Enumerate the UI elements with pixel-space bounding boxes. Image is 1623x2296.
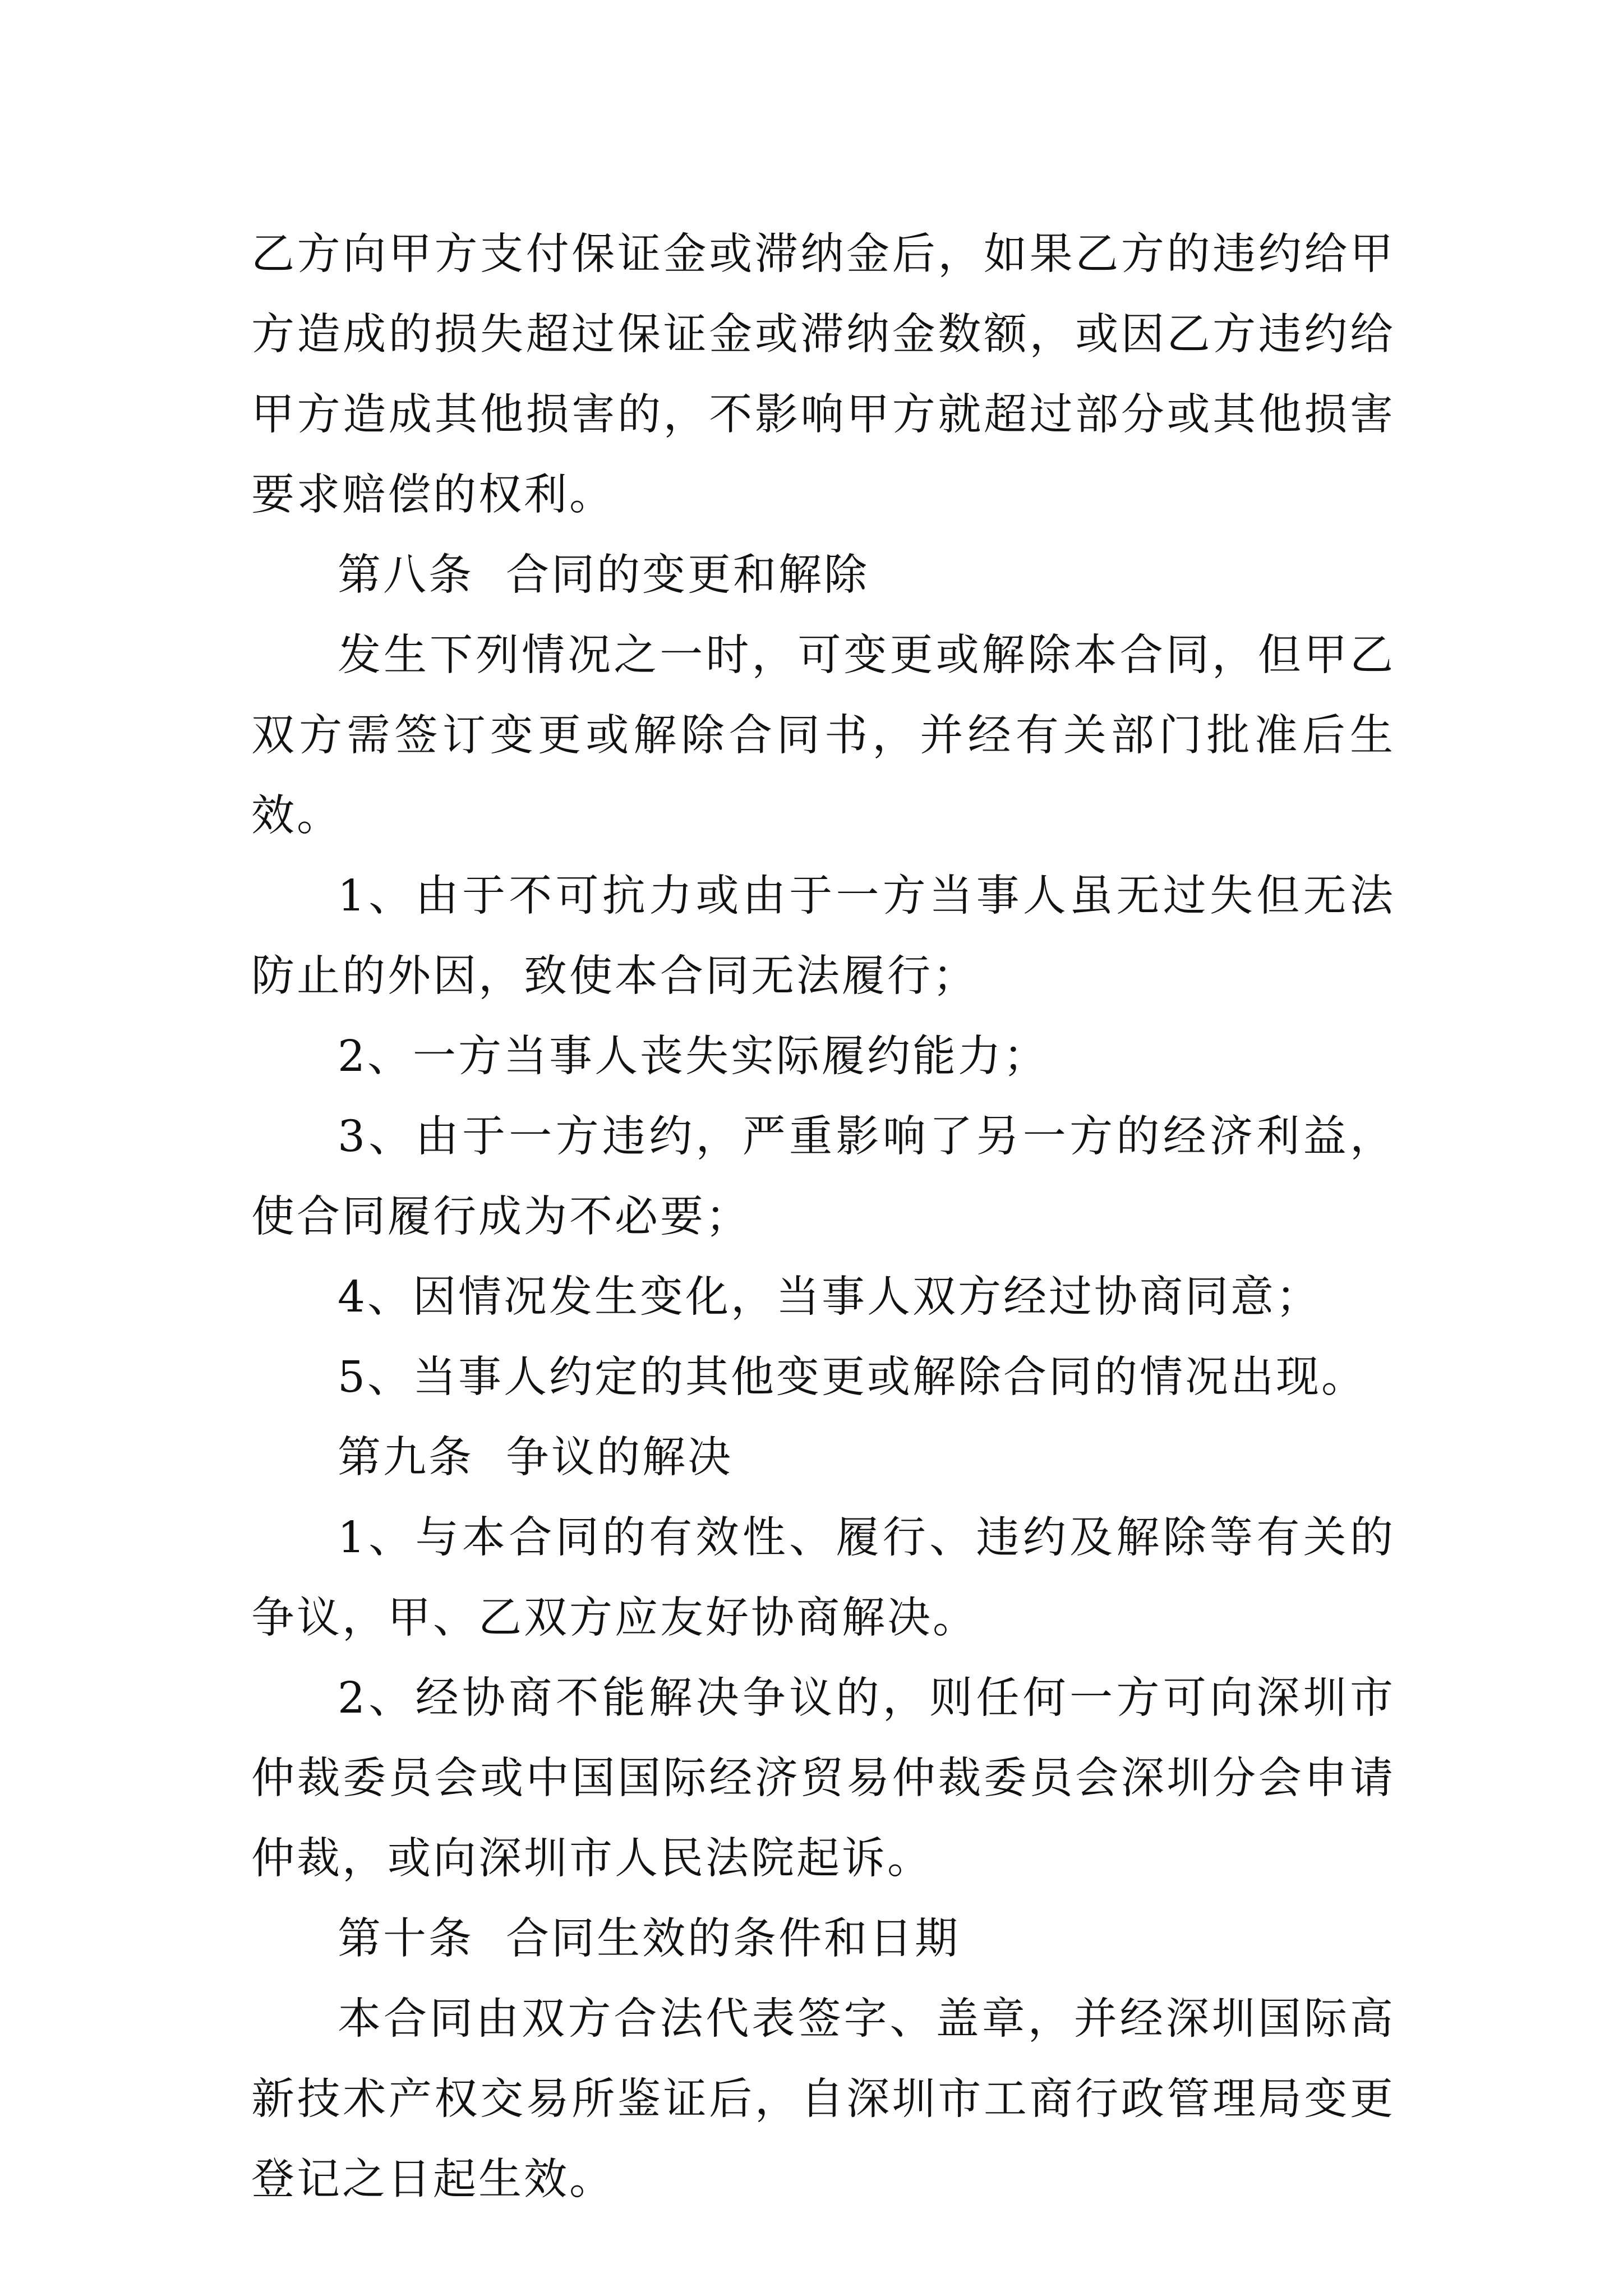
article-8-heading: 第八条 合同的变更和解除 <box>338 550 869 600</box>
article-10-heading: 第十条 合同生效的条件和日期 <box>338 1914 960 1964</box>
paragraph-modification-conditions: 发生下列情况之一时，可变更或解除本合同，但甲乙双方需签订变更或解除合同书，并经有关部门批准后生效。 <box>251 631 1395 841</box>
list-item-force-majeure: 1、由于不可抗力或由于一方当事人虽无过失但无法防止的外因，致使本合同无法履行； <box>251 871 1395 1001</box>
article-9-heading: 第九条 争议的解决 <box>338 1433 733 1483</box>
list-item-other-conditions: 5、当事人约定的其他变更或解除合同的情况出现。 <box>338 1352 1367 1402</box>
paragraph-deposit-liability: 乙方向甲方支付保证金或滞纳金后，如果乙方的违约给甲方造成的损失超过保证金或滞纳金数额，或因乙方违约给甲方造成其他损害的，不影响甲方就超过部分或其他损害要求赔偿的权利。 <box>251 229 1395 520</box>
list-item-breach: 3、由于一方违约，严重影响了另一方的经济利益，使合同履行成为不必要； <box>251 1112 1395 1242</box>
list-item-arbitration: 2、经协商不能解决争议的，则任何一方可向深圳市仲裁委员会或中国国际经济贸易仲裁委员会深圳分会申请仲裁，或向深圳市人民法院起诉。 <box>251 1673 1395 1884</box>
list-item-loss-of-capacity: 2、一方当事人丧失实际履约能力； <box>338 1032 1049 1082</box>
list-item-friendly-negotiation: 1、与本合同的有效性、履行、违约及解除等有关的争议，甲、乙双方应友好协商解决。 <box>251 1513 1395 1643</box>
document-body <box>251 214 1395 2220</box>
list-item-mutual-agreement: 4、因情况发生变化，当事人双方经过协商同意； <box>338 1272 1321 1322</box>
paragraph-effective-date: 本合同由双方合法代表签字、盖章，并经深圳国际高新技术产权交易所鉴证后，自深圳市工商行政管理局变更登记之日起生效。 <box>251 1994 1395 2205</box>
